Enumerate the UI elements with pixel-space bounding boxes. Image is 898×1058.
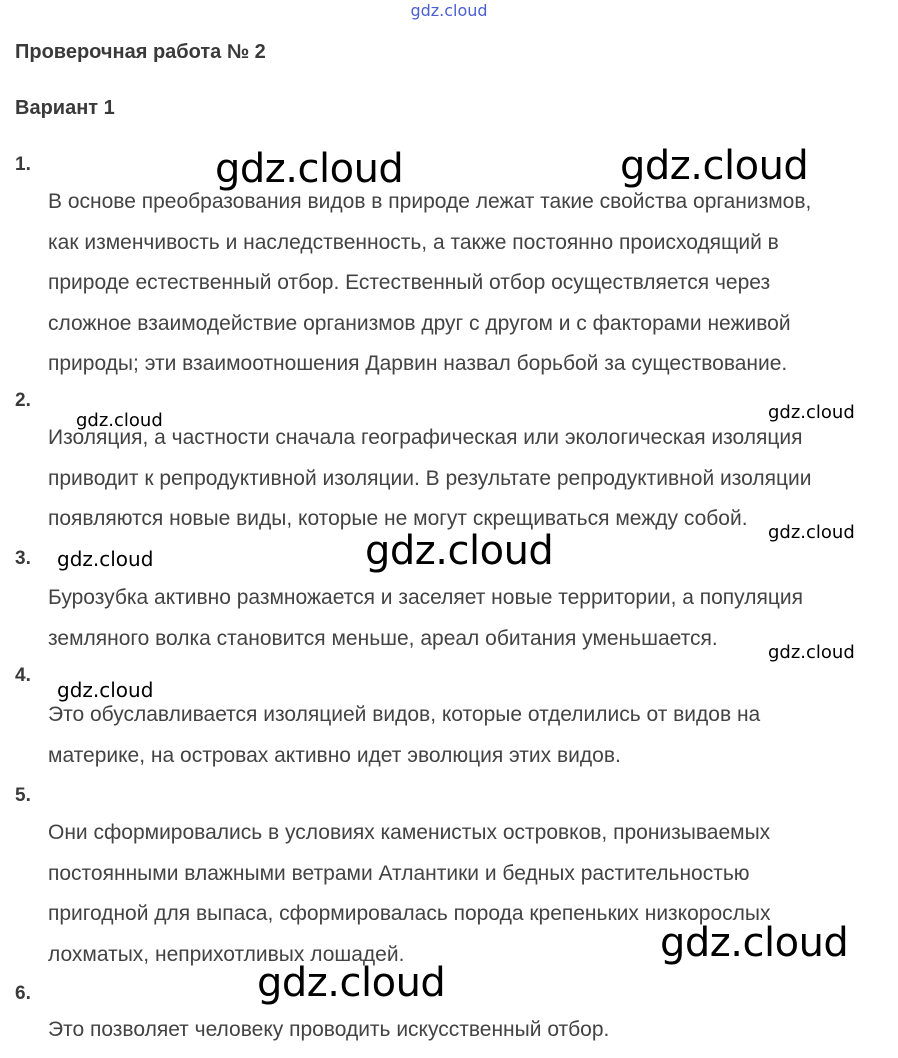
- watermark: gdz.cloud: [768, 642, 855, 663]
- answer-2-text: [48, 418, 893, 540]
- answer-1-line-1: В основе преобразования видов в природе лежат такие свойства организмов,: [48, 190, 812, 213]
- answer-1-line-5: природы; эти взаимоотношения Дарвин назвал борьбой за существование.: [48, 352, 788, 375]
- answer-6-line-1: Это позволяет человеку проводить искусственный отбор.: [48, 1018, 610, 1041]
- page-title: Проверочная работа № 2: [15, 41, 266, 63]
- watermark: gdz.cloud: [57, 547, 154, 571]
- watermark: gdz.cloud: [215, 146, 404, 192]
- answer-1-line-2: как изменчивость и наследственность, а также постоянно происходящий в: [48, 230, 779, 254]
- answer-5-line-4: лохматых, неприхотливых лошадей.: [48, 942, 405, 966]
- answer-2-line-3: появляются новые виды, которые не могут скрещиваться между собой.: [48, 507, 748, 530]
- answer-2-line-1: Изоляция, а частности сначала географическая или экологическая изоляция: [48, 426, 803, 449]
- watermark: gdz.cloud: [768, 522, 855, 543]
- watermark: gdz.cloud: [660, 920, 849, 966]
- answer-5-line-1: Они сформировались в условиях каменистых островков, пронизываемых: [48, 821, 771, 844]
- answer-4-line-2: материке, на островах активно идет эволюция этих видов.: [48, 743, 621, 767]
- answer-4-number: 4.: [15, 665, 31, 686]
- answer-5-line-2: постоянными влажными ветрами Атлантики и бедных растительностью: [48, 861, 750, 885]
- answer-4-line-1: Это обуславливается изоляцией видов, которые отделились от видов на: [48, 703, 761, 726]
- watermark: gdz.cloud: [57, 678, 154, 702]
- answer-1-line-3: природе естественный отбор. Естественный отбор осуществляется через: [48, 271, 771, 294]
- answer-6-number: 6.: [15, 983, 31, 1004]
- answer-5-line-3: пригодной для выпаса, сформировалась порода крепеньких низкорослых: [48, 902, 771, 925]
- answer-3-text: [48, 578, 893, 659]
- answer-4-text: [48, 695, 893, 776]
- answer-1-line-4: сложное взаимодействие организмов друг с другом и с факторами неживой: [48, 311, 791, 335]
- answer-1-number: 1.: [15, 154, 31, 175]
- answer-2-number: 2.: [15, 390, 31, 411]
- answer-3-line-1: Бурозубка активно размножается и заселяет новые территории, а популяция: [48, 586, 803, 609]
- watermark: gdz.cloud: [257, 960, 446, 1006]
- watermark: gdz.cloud: [768, 402, 855, 423]
- answer-1-text: [48, 182, 893, 385]
- answer-5-number: 5.: [15, 785, 31, 806]
- answer-3-line-2: земляного волка становится меньше, ареал обитания уменьшается.: [48, 626, 718, 650]
- watermark: gdz.cloud: [365, 528, 554, 574]
- answer-6-text: [48, 1010, 893, 1051]
- watermark: gdz.cloud: [76, 410, 163, 431]
- answer-3-number: 3.: [15, 548, 31, 569]
- answer-2-line-2: приводит к репродуктивной изоляции. В результате репродуктивной изоляции: [48, 466, 812, 490]
- watermark: gdz.cloud: [620, 143, 809, 189]
- top-watermark: gdz.cloud: [410, 1, 488, 20]
- variant-heading: Вариант 1: [15, 97, 115, 119]
